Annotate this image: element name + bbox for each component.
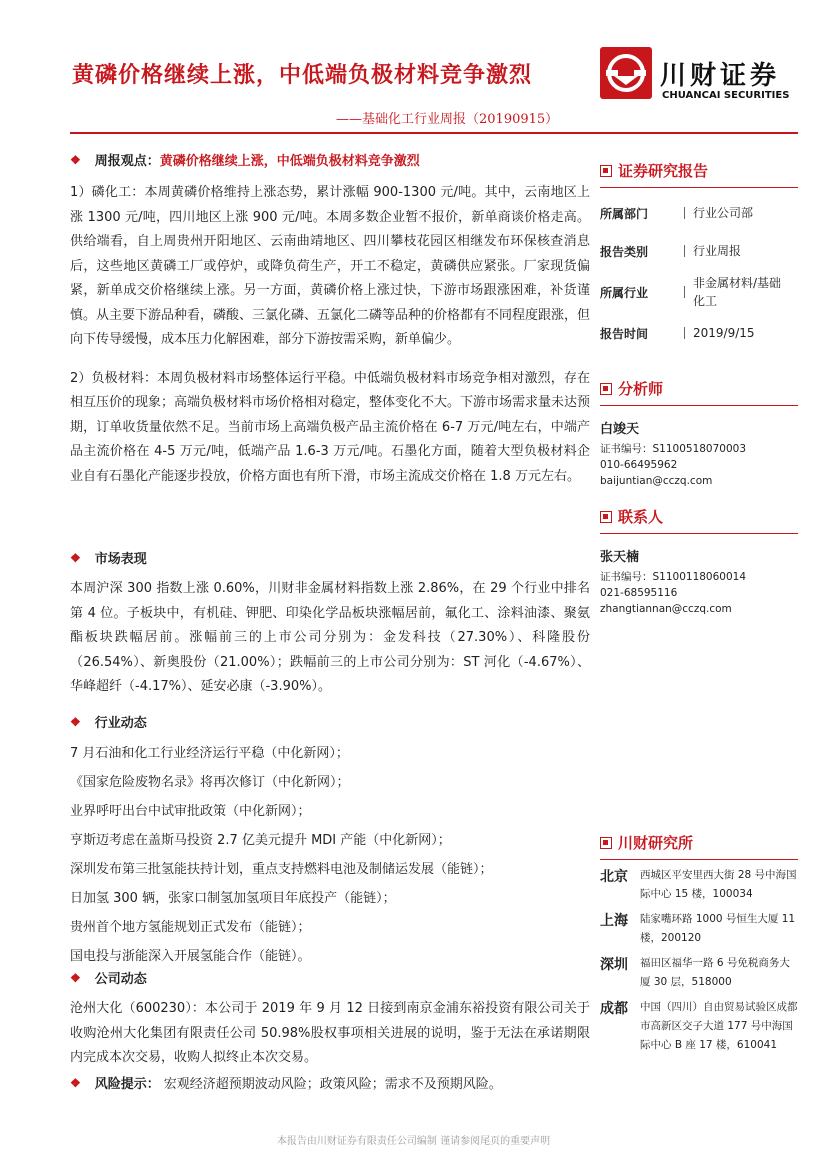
industry-heading: ❖ 行业动态 xyxy=(70,714,147,731)
section-marker-icon xyxy=(600,511,612,523)
market-section xyxy=(70,548,590,700)
diamond-bullet-icon: ❖ xyxy=(70,550,81,565)
diamond-bullet-icon: ❖ xyxy=(70,1075,81,1090)
list-item: 业界呼吁出台中试审批政策（中化新网）； xyxy=(70,804,311,819)
list-item: 7 月石油和化工行业经济运行平稳（中化新网）； xyxy=(70,746,349,761)
info-row-department: 所属部门 行业公司部 xyxy=(600,206,754,221)
section-marker-icon xyxy=(600,837,612,849)
list-item: 国电投与浙能深入开展氢能合作（能链）。 xyxy=(70,949,311,964)
list-item: 亨斯迈考虑在盖斯马投资 2.7 亿美元提升 MDI 产能（中化新网）； xyxy=(70,833,451,848)
analyst-phone: 010-66495962 xyxy=(600,459,678,471)
analyst-heading: 分析师 xyxy=(600,378,800,399)
viewpoint-section xyxy=(70,150,590,489)
report-subtitle: ——基础化工行业周报（20190915） xyxy=(336,112,559,127)
header-divider xyxy=(70,132,798,134)
risk-heading: ❖ 风险提示： 宏观经济超预期波动风险；政策风险；需求不及预期风险。 xyxy=(70,1073,590,1092)
info-row-date: 报告时间 2019/9/15 xyxy=(600,326,755,341)
diamond-bullet-icon: ❖ xyxy=(70,714,81,729)
list-item: 日加氢 300 辆，张家口制氢加氢项目年底投产（能链）； xyxy=(70,891,396,906)
institute-heading: 川财研究所 xyxy=(600,832,800,853)
divider xyxy=(600,405,798,406)
report-title: 黄磷价格继续上涨，中低端负极材料竞争激烈 xyxy=(72,62,533,88)
analyst-email[interactable]: baijuntian@cczq.com xyxy=(600,475,713,487)
market-heading: ❖ 市场表现 xyxy=(70,550,147,567)
office-shenzhen: 深圳 福田区福华一路 6 号免税商务大厦 30 层，518000 xyxy=(600,957,790,988)
analyst-cert: 证书编号：S1100518070003 xyxy=(600,443,747,455)
viewpoint-headline: 黄磷价格继续上涨，中低端负极材料竞争激烈 xyxy=(159,154,420,169)
divider xyxy=(600,187,798,188)
logo-mark-icon xyxy=(600,47,652,99)
viewpoint-paragraph-1: 1）磷化工：本周黄磷价格维持上涨态势，累计涨幅 900-1300 元/吨。其中，云南地区上涨 1300 元/吨，四川地区上涨 900 元/吨。本周多数企业暂不报价，新单商谈价格走高。供给端看，自上周贵州开阳地区、云南曲靖地区、四川攀枝花园区相继发布环保核查消息后，这些地区黄磷工厂或停炉，或降负荷生产，开工不稳定，黄磷供应紧张。厂家现货偏紧，新单成交价格继续上涨。另一方面，黄磷价格上涨过快，下游市场跟涨困难，补货谨慎。从主要下游品种看，磷酸、三氯化磷、五氯化二磷等品种的价格都有不同程度跟涨，但向下传导缓慢，成本压力化解困难，部分下游按需采购，新单偏少。 xyxy=(70,185,591,347)
divider xyxy=(600,533,798,534)
list-item: 《国家危险废物名录》将再次修订（中化新网）； xyxy=(70,775,350,790)
contact-heading: 联系人 xyxy=(600,506,800,527)
company-paragraph: 沧州大化（600230）：本公司于 2019 年 9 月 12 日接到南京金浦东裕投资有限公司关于收购沧州大化集团有限责任公司 50.98%股权事项相关进展的说明，鉴于无法在承诺期限内完成本次交易，收购人拟终止本次交易。 xyxy=(70,1001,590,1065)
diamond-bullet-icon: ❖ xyxy=(70,970,81,985)
section-marker-icon xyxy=(600,165,612,177)
footer-disclaimer: 本报告由川财证券有限责任公司编制 谨请参阅尾页的重要声明 xyxy=(276,1136,551,1147)
brand-name-en: CHUANCAI SECURITIES xyxy=(662,90,790,101)
divider xyxy=(600,859,798,860)
contact-email[interactable]: zhangtiannan@cczq.com xyxy=(600,603,732,615)
info-row-industry: 所属行业 非金属材料/基础化工 xyxy=(600,276,782,308)
office-beijing: 北京 西城区平安里西大街 28 号中海国际中心 15 楼，100034 xyxy=(600,869,797,900)
company-section xyxy=(70,968,590,1071)
section-marker-icon xyxy=(600,383,612,395)
analyst-panel xyxy=(600,378,800,489)
contact-cert: 证书编号：S1100118060014 xyxy=(600,571,747,583)
institute-panel xyxy=(600,832,800,1061)
info-row-category: 报告类别 行业周报 xyxy=(600,244,742,259)
contact-phone: 021-68595116 xyxy=(600,587,678,599)
contact-panel xyxy=(600,506,800,617)
risk-text: 宏观经济超预期波动风险；政策风险；需求不及预期风险。 xyxy=(163,1077,502,1092)
viewpoint-heading: ❖ 周报观点： 黄磷价格继续上涨，中低端负极材料竞争激烈 xyxy=(70,150,590,169)
list-item: 深圳发布第三批氢能扶持计划，重点支持燃料电池及制储运发展（能链）； xyxy=(70,862,493,877)
analyst-name: 白竣天 xyxy=(600,422,640,437)
market-paragraph: 本周沪深 300 指数上涨 0.60%，川财非金属材料指数上涨 2.86%，在 29 个行业中排名第 4 位。子板块中，有机硅、钾肥、印染化学品板块涨幅居前，氟化工、涂料油漆、聚氨酯板块跌幅居前。涨幅前三的上市公司分别为：金发科技（27.30%）、科隆股份（26.54%）、新奥股份（21.00%）；跌幅前三的上市公司分别为：ST 河化（-4.67%）、华峰超纤（-4.17%）、延安必康（-3.90%）。 xyxy=(70,581,590,694)
office-shanghai: 上海 陆家嘴环路 1000 号恒生大厦 11 楼，200120 xyxy=(600,913,796,944)
risk-section xyxy=(70,1073,590,1092)
list-item: 贵州首个地方氢能规划正式发布（能链）； xyxy=(70,920,311,935)
company-heading: ❖ 公司动态 xyxy=(70,970,147,987)
office-chengdu: 成都 中国（四川）自由贸易试验区成都市高新区交子大道 177 号中海国际中心 B 座 17 楼，610041 xyxy=(600,1001,798,1051)
brand-name: 川财证券 xyxy=(660,61,781,91)
brand-logo xyxy=(600,47,652,99)
industry-news-list xyxy=(70,739,590,971)
contact-name: 张天楠 xyxy=(600,550,640,565)
viewpoint-paragraph-2: 2）负极材料：本周负极材料市场整体运行平稳。中低端负极材料市场竞争相对激烈，存在相互压价的现象；高端负极材料市场价格相对稳定，整体变化不大。下游市场需求量未达预期，订单收货量依然不足。当前市场上高端负极产品主流价格在 6-7 万元/吨左右，中端产品主流价格在 4-5 万元/吨，低端产品 1.6-3 万元/吨。石墨化方面，随着大型负极材料企业自有石墨化产能逐步投放，价格方面也有所下滑，市场主流成交价格在 1.8 万元左右。 xyxy=(70,370,591,484)
report-info-heading: 证券研究报告 xyxy=(600,160,800,181)
diamond-bullet-icon: ❖ xyxy=(70,152,81,167)
report-info-panel xyxy=(600,160,800,352)
industry-section xyxy=(70,712,590,971)
